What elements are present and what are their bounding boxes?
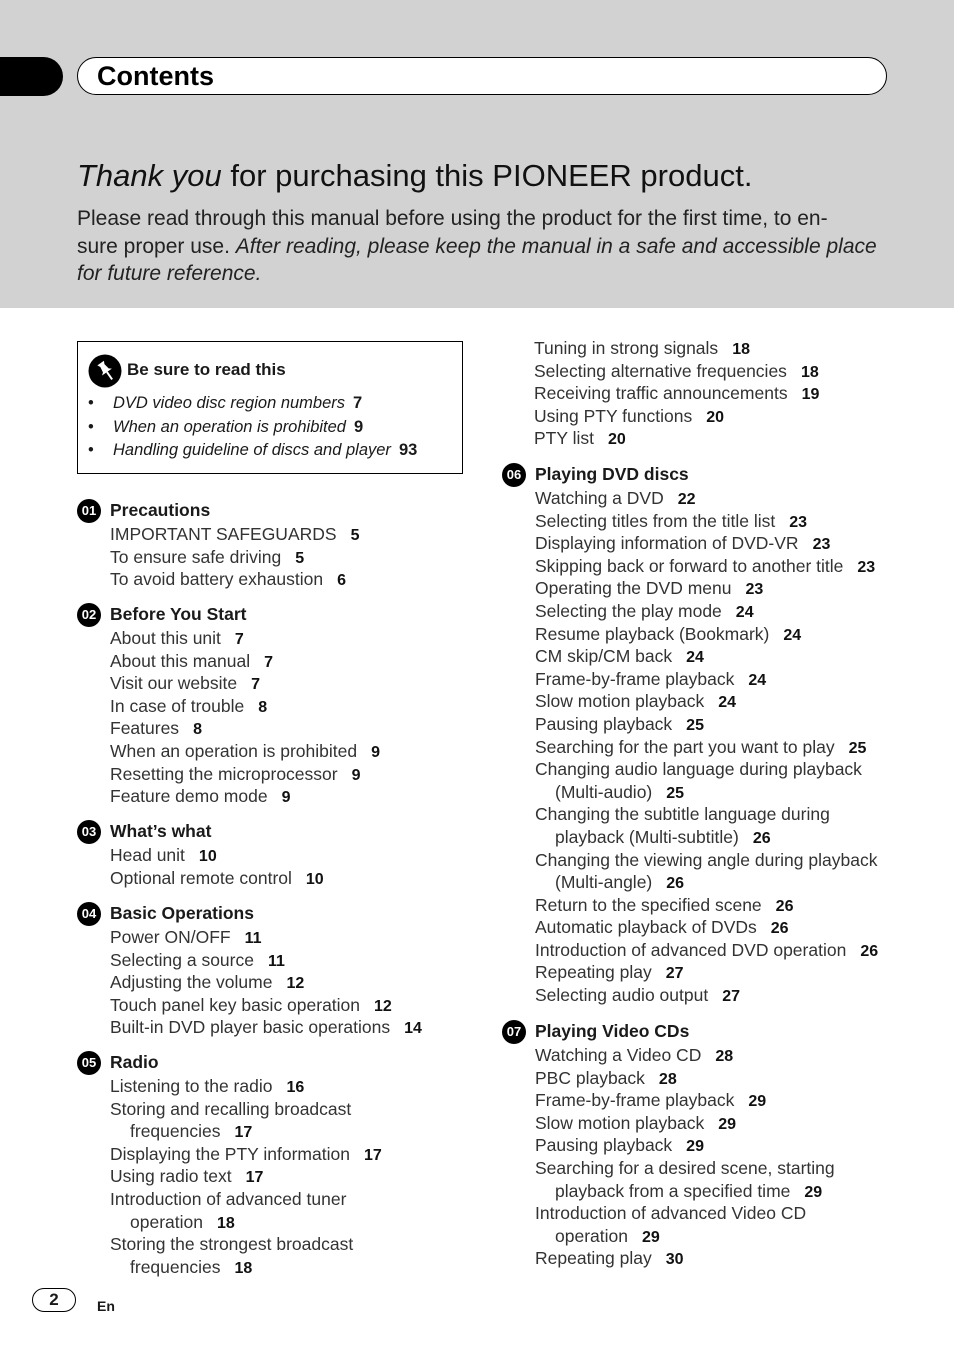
toc-entry-label: Introduction of advanced Video CD: [535, 1203, 807, 1224]
toc-entry-label: Operating the DVD menu: [535, 578, 732, 599]
toc-entry-label: Return to the specified scene: [535, 894, 762, 915]
toc-entry-label: CM skip/CM back: [535, 646, 673, 667]
language-code: En: [97, 1298, 115, 1314]
toc-entry-page: 24: [686, 649, 704, 667]
toc-entry-label: frequencies: [130, 1121, 221, 1142]
toc-entry[interactable]: [535, 961, 878, 984]
toc-entry-page: 17: [363, 1146, 382, 1164]
chapter-title[interactable]: Precautions: [110, 500, 211, 520]
chapter-number-badge: 03: [77, 820, 101, 844]
toc-entry-label: Slow motion playback: [535, 1112, 705, 1133]
toc-entry-page: 14: [404, 1020, 422, 1038]
toc-entry-label: Repeating play: [535, 1248, 652, 1269]
toc-entry-page: 10: [305, 870, 324, 888]
toc-entry[interactable]: [110, 1143, 382, 1166]
toc-entry-page: 29: [686, 1138, 704, 1156]
toc-entry-page: 26: [770, 920, 789, 938]
toc-entry-label: Selecting alternative frequencies: [534, 360, 787, 381]
toc-entry-label: Watching a DVD: [535, 488, 664, 508]
toc-entry-page: 24: [783, 626, 802, 644]
toc-entry[interactable]: [535, 849, 878, 872]
toc-entry[interactable]: [535, 510, 878, 533]
toc-entry[interactable]: [534, 382, 819, 405]
toc-entry[interactable]: [110, 971, 422, 994]
toc-entry-page: 16: [286, 1079, 305, 1096]
chapter-number-badge: 07: [502, 1020, 526, 1044]
toc-entry-page: 25: [686, 716, 704, 734]
toc-entry-page: 7: [234, 631, 244, 648]
toc-entry-page: 26: [752, 829, 771, 847]
toc-entry[interactable]: [110, 867, 324, 890]
toc-entry-label: To avoid battery exhaustion: [110, 569, 324, 590]
toc-entry-page: 9: [371, 743, 381, 761]
read-box-item[interactable]: • When an operation is prohibited 9: [88, 417, 364, 436]
toc-entry-label: Searching for the part you want to play: [535, 736, 835, 757]
read-box-item[interactable]: • DVD video disc region numbers 7: [88, 394, 363, 412]
toc-entry-page: 25: [848, 739, 867, 757]
toc-entry-page: 6: [337, 572, 346, 590]
chapter-title[interactable]: Radio: [110, 1052, 159, 1072]
intro-line-2-italic: After reading, please keep the manual in a safe and accessible place: [235, 234, 877, 258]
toc-entry-label: operation: [555, 1225, 628, 1246]
toc-entry-label: About this unit: [110, 628, 221, 648]
toc-entry[interactable]: [110, 785, 380, 808]
chapter-number-badge: 02: [77, 603, 101, 627]
toc-entry-label: Power ON/OFF: [110, 927, 231, 947]
toc-entry-label: Changing audio language during playback: [535, 759, 862, 780]
toc-entry-page: 19: [801, 386, 820, 404]
chapter-number-badge: 05: [77, 1051, 101, 1075]
read-box-title: Be sure to read this: [127, 360, 286, 379]
toc-entry-label: Skipping back or forward to another title: [535, 555, 844, 576]
toc-entry-label: When an operation is prohibited: [110, 740, 358, 761]
toc-entry-label: Using PTY functions: [534, 405, 693, 426]
toc-entry[interactable]: [535, 1225, 835, 1248]
headline-rest: for purchasing this PIONEER product.: [221, 158, 753, 193]
toc-entry-label: Changing the subtitle language during: [535, 804, 830, 825]
toc-entry-label: PTY list: [534, 428, 594, 449]
toc-entry[interactable]: [535, 1180, 835, 1203]
toc-entry-page: 26: [666, 875, 685, 893]
intro-line-2: sure proper use.: [77, 234, 236, 258]
toc-entry[interactable]: [110, 627, 380, 650]
toc-entry[interactable]: [535, 939, 878, 962]
toc-entry-page: 23: [745, 581, 764, 599]
toc-entry-page: 12: [374, 997, 392, 1015]
toc-entry-page: 18: [732, 341, 750, 358]
headline-italic: Thank you: [77, 158, 222, 193]
toc-entry-page: 29: [804, 1183, 823, 1201]
chapter-number-badge: 06: [502, 463, 526, 487]
toc-entry-page: 20: [706, 408, 725, 426]
toc-entry-label: Tuning in strong signals: [534, 338, 719, 358]
toc-entry-label: Head unit: [110, 845, 185, 865]
toc-entry[interactable]: [110, 1165, 382, 1188]
headline: [77, 158, 752, 194]
toc-entry-page: 29: [718, 1115, 737, 1133]
toc-entry-label: operation: [130, 1211, 203, 1232]
toc-entry-label: Resetting the microprocessor: [110, 763, 338, 784]
toc-entry[interactable]: [535, 736, 878, 759]
toc-entry-label: Storing and recalling broadcast: [110, 1098, 352, 1119]
toc-entry-label: Selecting audio output: [535, 985, 709, 1006]
toc-entry[interactable]: [535, 916, 878, 939]
toc-entry[interactable]: [535, 713, 878, 736]
toc-entry-label: In case of trouble: [110, 695, 245, 716]
toc-entry-label: Slow motion playback: [535, 691, 705, 712]
page-number: 2: [32, 1288, 76, 1312]
toc-entry[interactable]: [110, 717, 380, 740]
toc-entry-page: 29: [641, 1228, 660, 1246]
chapter-title[interactable]: What’s what: [110, 821, 212, 841]
toc-entry[interactable]: [110, 523, 359, 546]
toc-entry[interactable]: [534, 405, 819, 428]
toc-entry-page: 18: [234, 1259, 253, 1277]
chapter-title[interactable]: Before You Start: [110, 604, 247, 624]
toc-entry-label: Repeating play: [535, 962, 652, 983]
intro-line-3-italic: for future reference.: [77, 262, 262, 285]
toc-entry-page: 23: [789, 513, 808, 531]
toc-entry-page: 23: [857, 558, 876, 576]
toc-entry-page: 24: [718, 694, 737, 712]
toc-entry[interactable]: [534, 360, 819, 383]
toc-entry[interactable]: [535, 826, 878, 849]
toc-entry-label: Introduction of advanced DVD operation: [535, 939, 847, 960]
toc-entry[interactable]: [110, 695, 380, 718]
toc-entry-label: Changing the viewing angle during playback: [535, 849, 878, 870]
chapter-title[interactable]: Playing DVD discs: [535, 464, 689, 484]
toc-entry-label: Pausing playback: [535, 713, 673, 734]
toc-entry-page: 5: [295, 549, 305, 567]
toc-entry[interactable]: [535, 645, 878, 668]
toc-entry-page: 11: [244, 930, 262, 947]
chapter-number-badge: 01: [77, 499, 101, 523]
toc-entry[interactable]: [110, 844, 324, 867]
toc-entry-page: 24: [735, 603, 754, 621]
toc-entry-label: Using radio text: [110, 1166, 232, 1187]
toc-entry-label: frequencies: [130, 1256, 221, 1277]
toc-entry[interactable]: [110, 650, 380, 673]
toc-entry-page: 26: [860, 942, 879, 960]
toc-entry-label: (Multi-audio): [555, 781, 653, 802]
toc-entry[interactable]: [535, 1247, 835, 1270]
toc-entry[interactable]: [110, 1075, 382, 1098]
toc-entry-page: 9: [281, 789, 291, 807]
toc-entry[interactable]: [110, 1211, 382, 1234]
toc-entry[interactable]: [535, 555, 878, 578]
toc-entry-page: 18: [216, 1214, 235, 1232]
toc-entry-page: 27: [665, 965, 684, 983]
be-sure-to-read-box: [77, 341, 463, 474]
chapter-title[interactable]: Basic Operations: [110, 903, 254, 923]
toc-entry-page: 8: [193, 721, 202, 739]
toc-entry-label: Listening to the radio: [110, 1076, 273, 1096]
toc-entry[interactable]: [535, 984, 878, 1007]
toc-entry[interactable]: [535, 668, 878, 691]
toc-entry-label: Optional remote control: [110, 867, 292, 888]
toc-entry[interactable]: [535, 600, 878, 623]
toc-entry-label: Built-in DVD player basic operations: [110, 1017, 391, 1038]
toc-entry[interactable]: [535, 623, 878, 646]
toc-entry-label: (Multi-angle): [555, 872, 653, 893]
intro-line-1: Please read through this manual before using the product for the first time, to en-: [77, 207, 828, 230]
page-title: Contents: [97, 61, 214, 91]
toc-entry[interactable]: [110, 1098, 382, 1121]
toc-entry-page: 18: [800, 363, 819, 381]
toc-entry-page: 8: [258, 698, 268, 716]
toc-entry[interactable]: [110, 568, 359, 591]
toc-entry-label: PBC playback: [535, 1067, 645, 1088]
toc-entry[interactable]: [110, 740, 380, 763]
toc-entry-page: 11: [267, 952, 285, 970]
toc-entry[interactable]: [534, 337, 819, 360]
toc-entry-label: Storing the strongest broadcast: [110, 1234, 354, 1255]
toc-entry-label: Adjusting the volume: [110, 972, 273, 993]
contents-header-pill: [77, 57, 887, 95]
toc-entry-label: Feature demo mode: [110, 786, 268, 807]
toc-entry-page: 24: [748, 671, 767, 689]
toc-continued-entries: [534, 337, 819, 450]
toc-entry[interactable]: [535, 487, 878, 510]
toc-entry[interactable]: [110, 1188, 382, 1211]
toc-entry-label: Watching a Video CD: [535, 1045, 702, 1065]
toc-entry-label: Features: [110, 718, 180, 739]
intro-paragraph: [77, 205, 897, 288]
toc-entry-label: IMPORTANT SAFEGUARDS: [110, 524, 337, 544]
toc-entry[interactable]: [110, 1256, 382, 1279]
toc-entry[interactable]: [535, 1089, 835, 1112]
toc-entry[interactable]: [535, 577, 878, 600]
toc-entry-label: Displaying information of DVD-VR: [535, 533, 799, 554]
toc-entry[interactable]: [535, 1134, 835, 1157]
toc-entry-label: Introduction of advanced tuner: [110, 1188, 347, 1209]
toc-entry[interactable]: [535, 781, 878, 804]
chapter-title[interactable]: Playing Video CDs: [535, 1021, 690, 1041]
toc-entry[interactable]: [535, 1202, 835, 1225]
toc-entry[interactable]: [535, 758, 878, 781]
toc-entry[interactable]: [110, 1120, 382, 1143]
toc-entry-page: 17: [245, 1169, 264, 1187]
toc-entry-page: 5: [350, 527, 360, 544]
toc-entry-label: Frame-by-frame playback: [535, 668, 735, 689]
toc-entry-label: About this manual: [110, 650, 251, 671]
toc-entry-label: Receiving traffic announcements: [534, 383, 788, 404]
toc-entry[interactable]: [535, 1067, 835, 1090]
toc-entry[interactable]: [535, 690, 878, 713]
toc-entry-label: Selecting the play mode: [535, 600, 722, 621]
toc-entry[interactable]: [535, 1112, 835, 1135]
toc-entry-label: Selecting titles from the title list: [535, 510, 776, 531]
toc-entry-label: playback from a specified time: [555, 1180, 791, 1201]
toc-entry-page: 25: [666, 784, 685, 802]
toc-entry-page: 28: [715, 1048, 734, 1065]
toc-entry-label: To ensure safe driving: [110, 546, 282, 567]
chapter-number-badge: 04: [77, 902, 101, 926]
toc-entry-page: 22: [677, 491, 696, 508]
toc-entry-page: 30: [665, 1251, 684, 1269]
toc-entry[interactable]: [110, 763, 380, 786]
toc-entry-label: Automatic playback of DVDs: [535, 917, 757, 938]
toc-entry[interactable]: [110, 1233, 382, 1256]
toc-entry-page: 27: [722, 988, 740, 1006]
toc-entry-page: 7: [251, 676, 261, 694]
toc-entry-page: 26: [775, 897, 794, 915]
toc-entry[interactable]: [110, 1016, 422, 1039]
toc-entry[interactable]: [535, 1044, 835, 1067]
toc-entry-label: Selecting a source: [110, 949, 254, 970]
toc-entry[interactable]: [534, 427, 819, 450]
toc-entry-label: Resume playback (Bookmark): [535, 623, 770, 644]
toc-entry-page: 23: [812, 536, 831, 554]
toc-entry[interactable]: [535, 871, 878, 894]
toc-entry[interactable]: [110, 949, 422, 972]
toc-entry-page: 7: [264, 653, 273, 671]
toc-entry[interactable]: [110, 926, 422, 949]
pushpin-icon: [88, 354, 122, 388]
toc-entry[interactable]: [110, 994, 422, 1017]
toc-entry-page: 17: [234, 1124, 253, 1142]
toc-entry-page: 29: [748, 1093, 767, 1111]
toc-entry-label: Searching for a desired scene, starting: [535, 1157, 835, 1178]
toc-entry[interactable]: [535, 532, 878, 555]
toc-entry[interactable]: [535, 894, 878, 917]
toc-entry-label: Displaying the PTY information: [110, 1143, 350, 1164]
toc-entry-page: 28: [658, 1070, 677, 1088]
toc-entry-page: 9: [351, 766, 361, 784]
toc-entry-label: playback (Multi-subtitle): [555, 826, 739, 847]
toc-entry-label: Pausing playback: [535, 1135, 673, 1156]
toc-entry-label: Visit our website: [110, 673, 238, 694]
toc-entry[interactable]: [535, 1157, 835, 1180]
toc-entry-label: Frame-by-frame playback: [535, 1090, 735, 1111]
toc-entry[interactable]: [535, 803, 878, 826]
section-tab-marker: [0, 57, 63, 96]
toc-entry-label: Touch panel key basic operation: [110, 994, 361, 1015]
toc-entry-page: 10: [198, 848, 217, 865]
toc-entry[interactable]: [110, 672, 380, 695]
toc-entry-page: 20: [607, 431, 626, 449]
read-box-item[interactable]: • Handling guideline of discs and player 93: [88, 441, 418, 459]
toc-entry-page: 12: [286, 975, 305, 993]
toc-entry[interactable]: [110, 546, 359, 569]
